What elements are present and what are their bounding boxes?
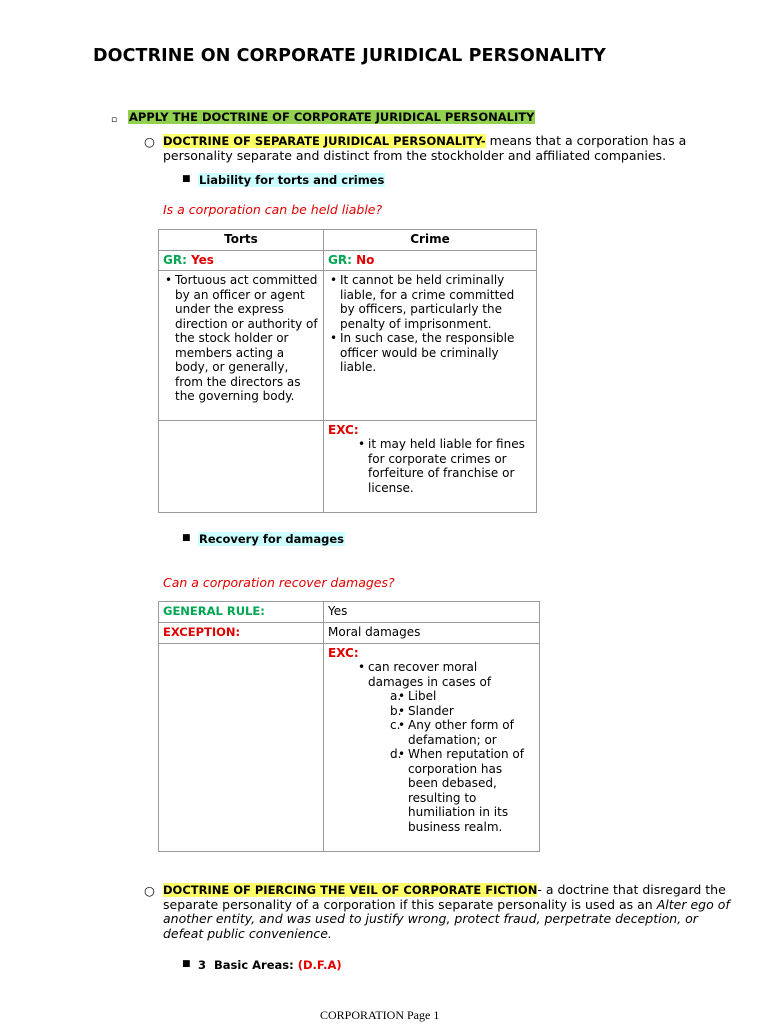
liability-heading: Liability for torts and crimes bbox=[199, 173, 385, 187]
list-item: • c. Any other form of defamation; or bbox=[406, 718, 535, 747]
circle-bullet-icon: ○ bbox=[144, 883, 155, 898]
torts-header: Torts bbox=[159, 230, 324, 251]
circle-bullet-icon: ○ bbox=[144, 134, 155, 149]
square-filled-bullet-icon: ■ bbox=[182, 959, 191, 969]
crime-gr-cell: GR: No bbox=[324, 251, 537, 271]
list-item: • It cannot be held criminally liable, for a crime committed by officers, particularly the penalty of imprisonment. bbox=[338, 273, 532, 331]
exception-label: EXCEPTION: bbox=[159, 623, 324, 644]
crime-detail-cell bbox=[324, 271, 537, 421]
general-rule-value: Yes bbox=[324, 602, 540, 623]
page-footer: CORPORATION Page 1 bbox=[320, 1008, 440, 1022]
separate-text-1: means that a corporation has a bbox=[485, 133, 687, 148]
separate-paragraph bbox=[163, 134, 723, 163]
separate-term: DOCTRINE OF SEPARATE JURIDICAL PERSONALITY- bbox=[163, 134, 486, 148]
square-bullet-icon: ▫ bbox=[111, 115, 118, 125]
recovery-heading: Recovery for damages bbox=[199, 532, 345, 546]
liability-table bbox=[158, 229, 537, 513]
piercing-paragraph: DOCTRINE OF PIERCING THE VEIL OF CORPORATE FICTION- a doctrine that disregard the separate personality of a corporation if this separate personality is used as an Alter ego of another entity, and was used to justify wrong, protect fraud, perpetrate deception, or defeat public convenience. bbox=[163, 882, 730, 941]
general-rule-label: GENERAL RULE: bbox=[159, 602, 324, 623]
list-item: • d. When reputation of corporation has been debased, resulting to humiliation in its business realm. bbox=[406, 747, 535, 834]
apply-heading: APPLY THE DOCTRINE OF CORPORATE JURIDICAL PERSONALITY bbox=[129, 110, 535, 124]
list-item: • can recover moral damages in cases of • a. Libel • b. Slander • c. Any other form of defamation; or • d. When reputation of corporation has been debased, resulting to humiliation in its business realm. bbox=[366, 660, 535, 834]
square-filled-bullet-icon: ■ bbox=[182, 533, 191, 543]
recovery-question: Can a corporation recover damages? bbox=[163, 575, 395, 590]
piercing-term: DOCTRINE OF PIERCING THE VEIL OF CORPORATE FICTION bbox=[163, 883, 538, 897]
list-item: • b. Slander bbox=[406, 704, 535, 719]
crime-exc-cell: EXC: • it may held liable for fines for corporate crimes or forfeiture of franchise or license. bbox=[324, 421, 537, 513]
separate-text-2: personality separate and distinct from the stockholder and affiliated companies. bbox=[163, 147, 667, 163]
torts-gr-cell: GR: Yes bbox=[159, 251, 324, 271]
basic-areas: 3 Basic Areas: (D.F.A) bbox=[198, 958, 342, 972]
list-item: • a. Libel bbox=[406, 689, 535, 704]
torts-empty-cell bbox=[159, 421, 324, 513]
list-item: • In such case, the responsible officer would be criminally liable. bbox=[338, 331, 532, 375]
square-filled-bullet-icon: ■ bbox=[182, 174, 191, 184]
liability-question: Is a corporation can be held liable? bbox=[163, 202, 383, 217]
recovery-exc-cell: EXC: • can recover moral damages in cases of • a. Libel • b. Slander • c. Any other form of defamation; or • d. When reputation of corporation has been debased, resulting to humiliation in its business realm. bbox=[324, 644, 540, 852]
list-item: • it may held liable for fines for corporate crimes or forfeiture of franchise or license. bbox=[366, 437, 532, 495]
exception-value: Moral damages bbox=[324, 623, 540, 644]
list-item: • Tortuous act committed by an officer or agent under the express direction or authority of the stock holder or members acting a body, or generally, from the directors as the governing body. bbox=[173, 273, 319, 404]
crime-header: Crime bbox=[324, 230, 537, 251]
page-title: DOCTRINE ON CORPORATE JURIDICAL PERSONALITY bbox=[93, 46, 606, 66]
recovery-table bbox=[158, 601, 540, 852]
torts-detail-cell bbox=[159, 271, 324, 421]
recovery-empty-cell bbox=[159, 644, 324, 852]
